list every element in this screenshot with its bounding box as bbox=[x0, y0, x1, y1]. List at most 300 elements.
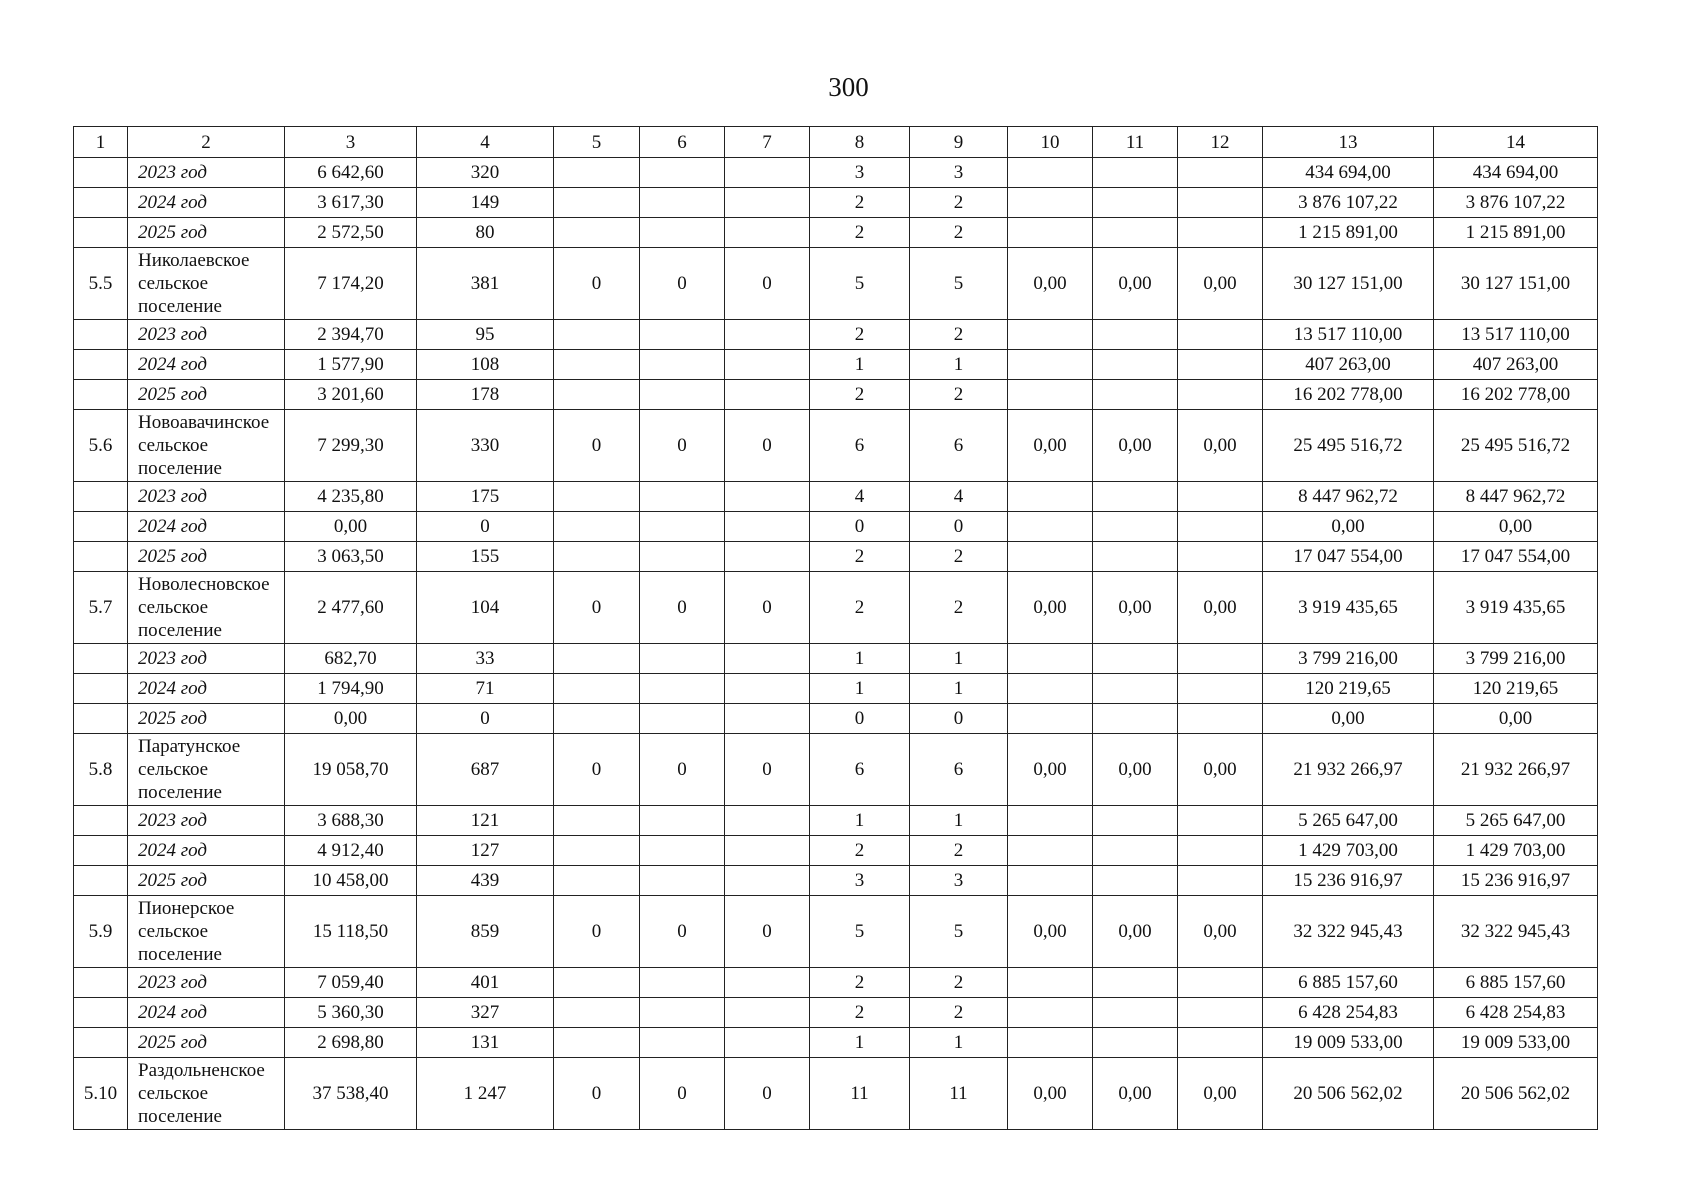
table-cell: 5.8 bbox=[74, 734, 128, 806]
column-header: 3 bbox=[285, 127, 417, 158]
table-cell: 5 360,30 bbox=[285, 998, 417, 1028]
table-cell: 0 bbox=[810, 512, 910, 542]
table-cell: 6 bbox=[810, 734, 910, 806]
table-cell bbox=[1178, 866, 1263, 896]
table-cell: 1 bbox=[910, 674, 1008, 704]
table-cell bbox=[1093, 512, 1178, 542]
table-cell: Николаевское сельское поселение bbox=[128, 248, 285, 320]
table-cell bbox=[554, 836, 640, 866]
table-cell: 320 bbox=[417, 158, 554, 188]
table-cell bbox=[74, 542, 128, 572]
table-cell bbox=[640, 1028, 725, 1058]
table-cell bbox=[725, 866, 810, 896]
year-row bbox=[74, 512, 1598, 542]
table-cell bbox=[640, 512, 725, 542]
table-cell bbox=[1008, 704, 1093, 734]
table-cell: 13 517 110,00 bbox=[1263, 320, 1434, 350]
column-header: 8 bbox=[810, 127, 910, 158]
table-cell: 407 263,00 bbox=[1263, 350, 1434, 380]
year-row bbox=[74, 542, 1598, 572]
table-cell: 6 428 254,83 bbox=[1263, 998, 1434, 1028]
table-cell: 434 694,00 bbox=[1263, 158, 1434, 188]
table-cell bbox=[1093, 866, 1178, 896]
table-cell: 2023 год bbox=[128, 968, 285, 998]
table-cell: 0 bbox=[640, 572, 725, 644]
table-cell: 17 047 554,00 bbox=[1434, 542, 1598, 572]
table-cell bbox=[640, 380, 725, 410]
table-cell bbox=[1093, 1028, 1178, 1058]
table-cell: 859 bbox=[417, 896, 554, 968]
table-cell bbox=[1178, 320, 1263, 350]
table-cell: 2 bbox=[810, 542, 910, 572]
table-cell bbox=[1178, 218, 1263, 248]
settlement-row bbox=[74, 734, 1598, 806]
table-cell: 19 009 533,00 bbox=[1263, 1028, 1434, 1058]
table-cell bbox=[554, 806, 640, 836]
table-cell: 104 bbox=[417, 572, 554, 644]
table-cell: 0,00 bbox=[1093, 410, 1178, 482]
table-cell: 2 bbox=[910, 188, 1008, 218]
table-body bbox=[74, 127, 1598, 1130]
table-cell bbox=[725, 704, 810, 734]
table-cell: 2 bbox=[810, 998, 910, 1028]
table-cell: 407 263,00 bbox=[1434, 350, 1598, 380]
table-cell bbox=[74, 350, 128, 380]
table-cell bbox=[1178, 806, 1263, 836]
table-cell: 7 174,20 bbox=[285, 248, 417, 320]
page-number: 300 bbox=[828, 72, 869, 102]
table-cell bbox=[74, 512, 128, 542]
table-cell bbox=[725, 1028, 810, 1058]
table-cell: 0 bbox=[554, 896, 640, 968]
column-header: 2 bbox=[128, 127, 285, 158]
table-cell: 2023 год bbox=[128, 644, 285, 674]
table-cell bbox=[1093, 218, 1178, 248]
column-header: 6 bbox=[640, 127, 725, 158]
table-cell: Раздольненское сельское поселение bbox=[128, 1058, 285, 1130]
table-cell bbox=[1178, 704, 1263, 734]
table-cell bbox=[554, 704, 640, 734]
table-cell bbox=[725, 998, 810, 1028]
table-cell: 2024 год bbox=[128, 350, 285, 380]
table-cell bbox=[74, 158, 128, 188]
table-cell: 2 bbox=[910, 320, 1008, 350]
table-cell: 2 bbox=[810, 188, 910, 218]
table-cell bbox=[640, 188, 725, 218]
table-cell: 5 bbox=[910, 248, 1008, 320]
table-cell bbox=[725, 188, 810, 218]
table-cell: Новоавачинское сельское поселение bbox=[128, 410, 285, 482]
table-cell: 25 495 516,72 bbox=[1263, 410, 1434, 482]
table-cell: 5.7 bbox=[74, 572, 128, 644]
table-cell: 1 bbox=[910, 350, 1008, 380]
table-cell: 3 bbox=[910, 866, 1008, 896]
table-cell: 0,00 bbox=[1178, 734, 1263, 806]
table-cell: 3 876 107,22 bbox=[1263, 188, 1434, 218]
table-cell: 5 bbox=[810, 896, 910, 968]
table-cell bbox=[1093, 188, 1178, 218]
table-cell bbox=[1093, 350, 1178, 380]
table-cell: 0,00 bbox=[1178, 248, 1263, 320]
table-cell: 0 bbox=[725, 248, 810, 320]
table-cell bbox=[1178, 350, 1263, 380]
table-cell: 1 bbox=[910, 644, 1008, 674]
table-cell bbox=[1178, 968, 1263, 998]
table-cell bbox=[640, 644, 725, 674]
header-row bbox=[74, 127, 1598, 158]
table-cell bbox=[725, 320, 810, 350]
table-cell: 1 215 891,00 bbox=[1434, 218, 1598, 248]
table-cell bbox=[554, 512, 640, 542]
table-cell bbox=[640, 968, 725, 998]
table-cell: 0 bbox=[417, 512, 554, 542]
table-cell bbox=[640, 158, 725, 188]
table-cell bbox=[554, 482, 640, 512]
table-cell: 0 bbox=[640, 248, 725, 320]
table-cell bbox=[1178, 482, 1263, 512]
table-cell: 2 bbox=[810, 572, 910, 644]
table-cell: 3 799 216,00 bbox=[1434, 644, 1598, 674]
table-cell: 127 bbox=[417, 836, 554, 866]
table-cell: 0,00 bbox=[285, 704, 417, 734]
table-cell: 2 bbox=[810, 380, 910, 410]
table-cell: 2 698,80 bbox=[285, 1028, 417, 1058]
table-cell: 15 118,50 bbox=[285, 896, 417, 968]
table-cell bbox=[725, 512, 810, 542]
table-cell bbox=[1008, 218, 1093, 248]
settlement-row bbox=[74, 410, 1598, 482]
table-cell bbox=[74, 806, 128, 836]
table-cell: 0 bbox=[554, 734, 640, 806]
table-cell: 15 236 916,97 bbox=[1434, 866, 1598, 896]
column-header: 9 bbox=[910, 127, 1008, 158]
table-cell bbox=[1093, 158, 1178, 188]
table-cell: Новолесновское сельское поселение bbox=[128, 572, 285, 644]
table-cell: 2024 год bbox=[128, 188, 285, 218]
table-cell: 10 458,00 bbox=[285, 866, 417, 896]
table-cell: 4 912,40 bbox=[285, 836, 417, 866]
table-cell: 327 bbox=[417, 998, 554, 1028]
column-header: 1 bbox=[74, 127, 128, 158]
table-cell: 2025 год bbox=[128, 218, 285, 248]
year-row bbox=[74, 350, 1598, 380]
table-cell: 3 617,30 bbox=[285, 188, 417, 218]
table-cell bbox=[1178, 188, 1263, 218]
table-cell bbox=[1093, 998, 1178, 1028]
table-cell: Пионерское сельское поселение bbox=[128, 896, 285, 968]
table-cell: 3 919 435,65 bbox=[1434, 572, 1598, 644]
table-cell bbox=[725, 380, 810, 410]
table-cell: 37 538,40 bbox=[285, 1058, 417, 1130]
table-cell: 2025 год bbox=[128, 1028, 285, 1058]
table-cell: 0 bbox=[554, 572, 640, 644]
table-cell bbox=[74, 320, 128, 350]
table-cell: 6 642,60 bbox=[285, 158, 417, 188]
table-cell: 17 047 554,00 bbox=[1263, 542, 1434, 572]
table-cell bbox=[1178, 512, 1263, 542]
table-cell: 6 885 157,60 bbox=[1263, 968, 1434, 998]
table-cell bbox=[1178, 1028, 1263, 1058]
table-cell: 1 429 703,00 bbox=[1263, 836, 1434, 866]
table-cell: 0,00 bbox=[1008, 734, 1093, 806]
table-cell: 2 394,70 bbox=[285, 320, 417, 350]
table-cell: 2 bbox=[810, 320, 910, 350]
table-cell: 2 bbox=[910, 542, 1008, 572]
table-cell: 0,00 bbox=[1263, 704, 1434, 734]
table-cell bbox=[640, 704, 725, 734]
table-cell bbox=[74, 998, 128, 1028]
table-cell bbox=[1008, 998, 1093, 1028]
table-cell bbox=[1093, 836, 1178, 866]
table-cell: 0,00 bbox=[1178, 896, 1263, 968]
table-cell: 20 506 562,02 bbox=[1434, 1058, 1598, 1130]
table-cell bbox=[1008, 380, 1093, 410]
table-cell bbox=[554, 320, 640, 350]
table-cell: 0 bbox=[640, 896, 725, 968]
table-cell: 3 bbox=[810, 158, 910, 188]
table-cell bbox=[1178, 380, 1263, 410]
table-cell: 6 428 254,83 bbox=[1434, 998, 1598, 1028]
table-cell bbox=[1093, 644, 1178, 674]
table-cell: 1 577,90 bbox=[285, 350, 417, 380]
table-cell bbox=[1008, 320, 1093, 350]
table-cell bbox=[640, 866, 725, 896]
year-row bbox=[74, 674, 1598, 704]
table-cell: 2024 год bbox=[128, 836, 285, 866]
table-cell bbox=[554, 674, 640, 704]
table-cell: 13 517 110,00 bbox=[1434, 320, 1598, 350]
column-header: 12 bbox=[1178, 127, 1263, 158]
table-cell bbox=[1178, 998, 1263, 1028]
table-cell: 401 bbox=[417, 968, 554, 998]
table-cell bbox=[554, 644, 640, 674]
table-cell bbox=[74, 188, 128, 218]
table-cell: 108 bbox=[417, 350, 554, 380]
table-cell: 5.9 bbox=[74, 896, 128, 968]
table-cell bbox=[1008, 968, 1093, 998]
table-cell bbox=[1093, 320, 1178, 350]
table-cell: 0,00 bbox=[1178, 1058, 1263, 1130]
table-cell: 0,00 bbox=[1093, 248, 1178, 320]
year-row bbox=[74, 1028, 1598, 1058]
year-row bbox=[74, 836, 1598, 866]
table-cell: 19 058,70 bbox=[285, 734, 417, 806]
table-cell: 2023 год bbox=[128, 806, 285, 836]
table-cell: 0,00 bbox=[1093, 896, 1178, 968]
table-cell bbox=[1093, 704, 1178, 734]
table-cell: 21 932 266,97 bbox=[1434, 734, 1598, 806]
table-cell: 8 447 962,72 bbox=[1263, 482, 1434, 512]
table-cell bbox=[640, 542, 725, 572]
table-cell: 6 bbox=[910, 734, 1008, 806]
table-cell: 1 247 bbox=[417, 1058, 554, 1130]
table-cell: 120 219,65 bbox=[1434, 674, 1598, 704]
table-cell: 3 063,50 bbox=[285, 542, 417, 572]
table-cell: Паратунское сельское поселение bbox=[128, 734, 285, 806]
year-row bbox=[74, 998, 1598, 1028]
table-cell bbox=[554, 188, 640, 218]
table-cell bbox=[725, 542, 810, 572]
table-cell: 5 265 647,00 bbox=[1434, 806, 1598, 836]
table-cell bbox=[74, 836, 128, 866]
table-cell: 2023 год bbox=[128, 482, 285, 512]
column-header: 11 bbox=[1093, 127, 1178, 158]
table-cell: 0,00 bbox=[1008, 896, 1093, 968]
table-cell bbox=[1008, 836, 1093, 866]
table-cell: 2025 год bbox=[128, 704, 285, 734]
table-cell bbox=[725, 218, 810, 248]
table-cell: 6 bbox=[910, 410, 1008, 482]
table-cell: 2024 год bbox=[128, 998, 285, 1028]
table-cell bbox=[554, 218, 640, 248]
year-row bbox=[74, 704, 1598, 734]
table-cell: 155 bbox=[417, 542, 554, 572]
table-cell bbox=[1178, 644, 1263, 674]
table-cell bbox=[1093, 968, 1178, 998]
table-cell: 95 bbox=[417, 320, 554, 350]
table-cell: 131 bbox=[417, 1028, 554, 1058]
table-cell bbox=[74, 866, 128, 896]
table-cell bbox=[1008, 542, 1093, 572]
table-cell bbox=[725, 674, 810, 704]
table-cell: 2 bbox=[810, 218, 910, 248]
table-cell: 30 127 151,00 bbox=[1434, 248, 1598, 320]
table-cell bbox=[74, 380, 128, 410]
table-cell: 33 bbox=[417, 644, 554, 674]
table-cell bbox=[554, 998, 640, 1028]
table-cell bbox=[74, 482, 128, 512]
table-cell bbox=[640, 320, 725, 350]
column-header: 7 bbox=[725, 127, 810, 158]
table-cell: 21 932 266,97 bbox=[1263, 734, 1434, 806]
year-row bbox=[74, 482, 1598, 512]
table-cell bbox=[554, 1028, 640, 1058]
table-cell: 2025 год bbox=[128, 542, 285, 572]
table-cell: 4 bbox=[810, 482, 910, 512]
table-cell: 0 bbox=[810, 704, 910, 734]
table-cell bbox=[74, 704, 128, 734]
table-cell bbox=[1008, 350, 1093, 380]
table-cell bbox=[725, 482, 810, 512]
table-cell bbox=[725, 158, 810, 188]
table-cell: 2023 год bbox=[128, 320, 285, 350]
table-cell: 2 bbox=[810, 836, 910, 866]
table-cell: 175 bbox=[417, 482, 554, 512]
table-cell bbox=[554, 350, 640, 380]
table-cell: 3 bbox=[810, 866, 910, 896]
table-cell: 0,00 bbox=[1093, 734, 1178, 806]
table-cell: 0,00 bbox=[1093, 1058, 1178, 1130]
table-cell: 2024 год bbox=[128, 512, 285, 542]
table-cell bbox=[640, 806, 725, 836]
table-cell bbox=[725, 968, 810, 998]
table-cell: 0 bbox=[725, 896, 810, 968]
table-cell: 0 bbox=[417, 704, 554, 734]
table-cell: 121 bbox=[417, 806, 554, 836]
table-cell: 1 bbox=[810, 674, 910, 704]
table-cell: 2 477,60 bbox=[285, 572, 417, 644]
table-cell: 0,00 bbox=[1093, 572, 1178, 644]
table-cell: 8 447 962,72 bbox=[1434, 482, 1598, 512]
table-cell: 439 bbox=[417, 866, 554, 896]
table-cell: 1 bbox=[810, 350, 910, 380]
table-cell: 2 bbox=[810, 968, 910, 998]
table-cell: 5.6 bbox=[74, 410, 128, 482]
table-cell: 71 bbox=[417, 674, 554, 704]
table-cell bbox=[554, 866, 640, 896]
table-cell: 0 bbox=[640, 1058, 725, 1130]
table-cell: 7 299,30 bbox=[285, 410, 417, 482]
table-cell: 0,00 bbox=[1008, 572, 1093, 644]
column-header: 5 bbox=[554, 127, 640, 158]
table-cell: 3 688,30 bbox=[285, 806, 417, 836]
table-cell bbox=[725, 836, 810, 866]
column-header: 10 bbox=[1008, 127, 1093, 158]
table-cell: 1 bbox=[810, 1028, 910, 1058]
table-cell: 2023 год bbox=[128, 158, 285, 188]
table-cell: 1 bbox=[810, 644, 910, 674]
settlement-row bbox=[74, 572, 1598, 644]
table-cell bbox=[74, 674, 128, 704]
table-cell bbox=[1008, 644, 1093, 674]
table-cell: 3 201,60 bbox=[285, 380, 417, 410]
table-cell bbox=[725, 350, 810, 380]
table-cell bbox=[640, 350, 725, 380]
table-cell: 2 bbox=[910, 380, 1008, 410]
table-cell: 16 202 778,00 bbox=[1263, 380, 1434, 410]
table-cell: 2 bbox=[910, 968, 1008, 998]
table-cell bbox=[1093, 380, 1178, 410]
table-cell: 19 009 533,00 bbox=[1434, 1028, 1598, 1058]
table-cell: 381 bbox=[417, 248, 554, 320]
table-cell: 3 bbox=[910, 158, 1008, 188]
table-cell: 687 bbox=[417, 734, 554, 806]
table-cell bbox=[1178, 158, 1263, 188]
table-cell: 0 bbox=[725, 734, 810, 806]
table-cell: 330 bbox=[417, 410, 554, 482]
table-cell: 2025 год bbox=[128, 380, 285, 410]
table-cell: 0,00 bbox=[1434, 512, 1598, 542]
table-cell bbox=[1178, 674, 1263, 704]
table-cell bbox=[1093, 542, 1178, 572]
table-cell: 2025 год bbox=[128, 866, 285, 896]
table-cell: 1 429 703,00 bbox=[1434, 836, 1598, 866]
settlement-row bbox=[74, 248, 1598, 320]
year-row bbox=[74, 218, 1598, 248]
column-header: 13 bbox=[1263, 127, 1434, 158]
settlement-row bbox=[74, 1058, 1598, 1130]
settlement-row bbox=[74, 896, 1598, 968]
table-cell: 0 bbox=[640, 734, 725, 806]
table-cell bbox=[554, 968, 640, 998]
year-row bbox=[74, 188, 1598, 218]
table-cell: 682,70 bbox=[285, 644, 417, 674]
year-row bbox=[74, 158, 1598, 188]
table-cell: 0,00 bbox=[1008, 248, 1093, 320]
data-table bbox=[73, 126, 1598, 1130]
table-cell: 32 322 945,43 bbox=[1263, 896, 1434, 968]
table-cell: 178 bbox=[417, 380, 554, 410]
table-cell bbox=[554, 158, 640, 188]
table-cell: 5 bbox=[910, 896, 1008, 968]
table-cell bbox=[640, 836, 725, 866]
table-cell bbox=[1008, 674, 1093, 704]
table-cell: 2 bbox=[910, 218, 1008, 248]
table-cell: 1 215 891,00 bbox=[1263, 218, 1434, 248]
table-cell bbox=[554, 542, 640, 572]
table-cell bbox=[1008, 1028, 1093, 1058]
table-cell bbox=[1008, 866, 1093, 896]
